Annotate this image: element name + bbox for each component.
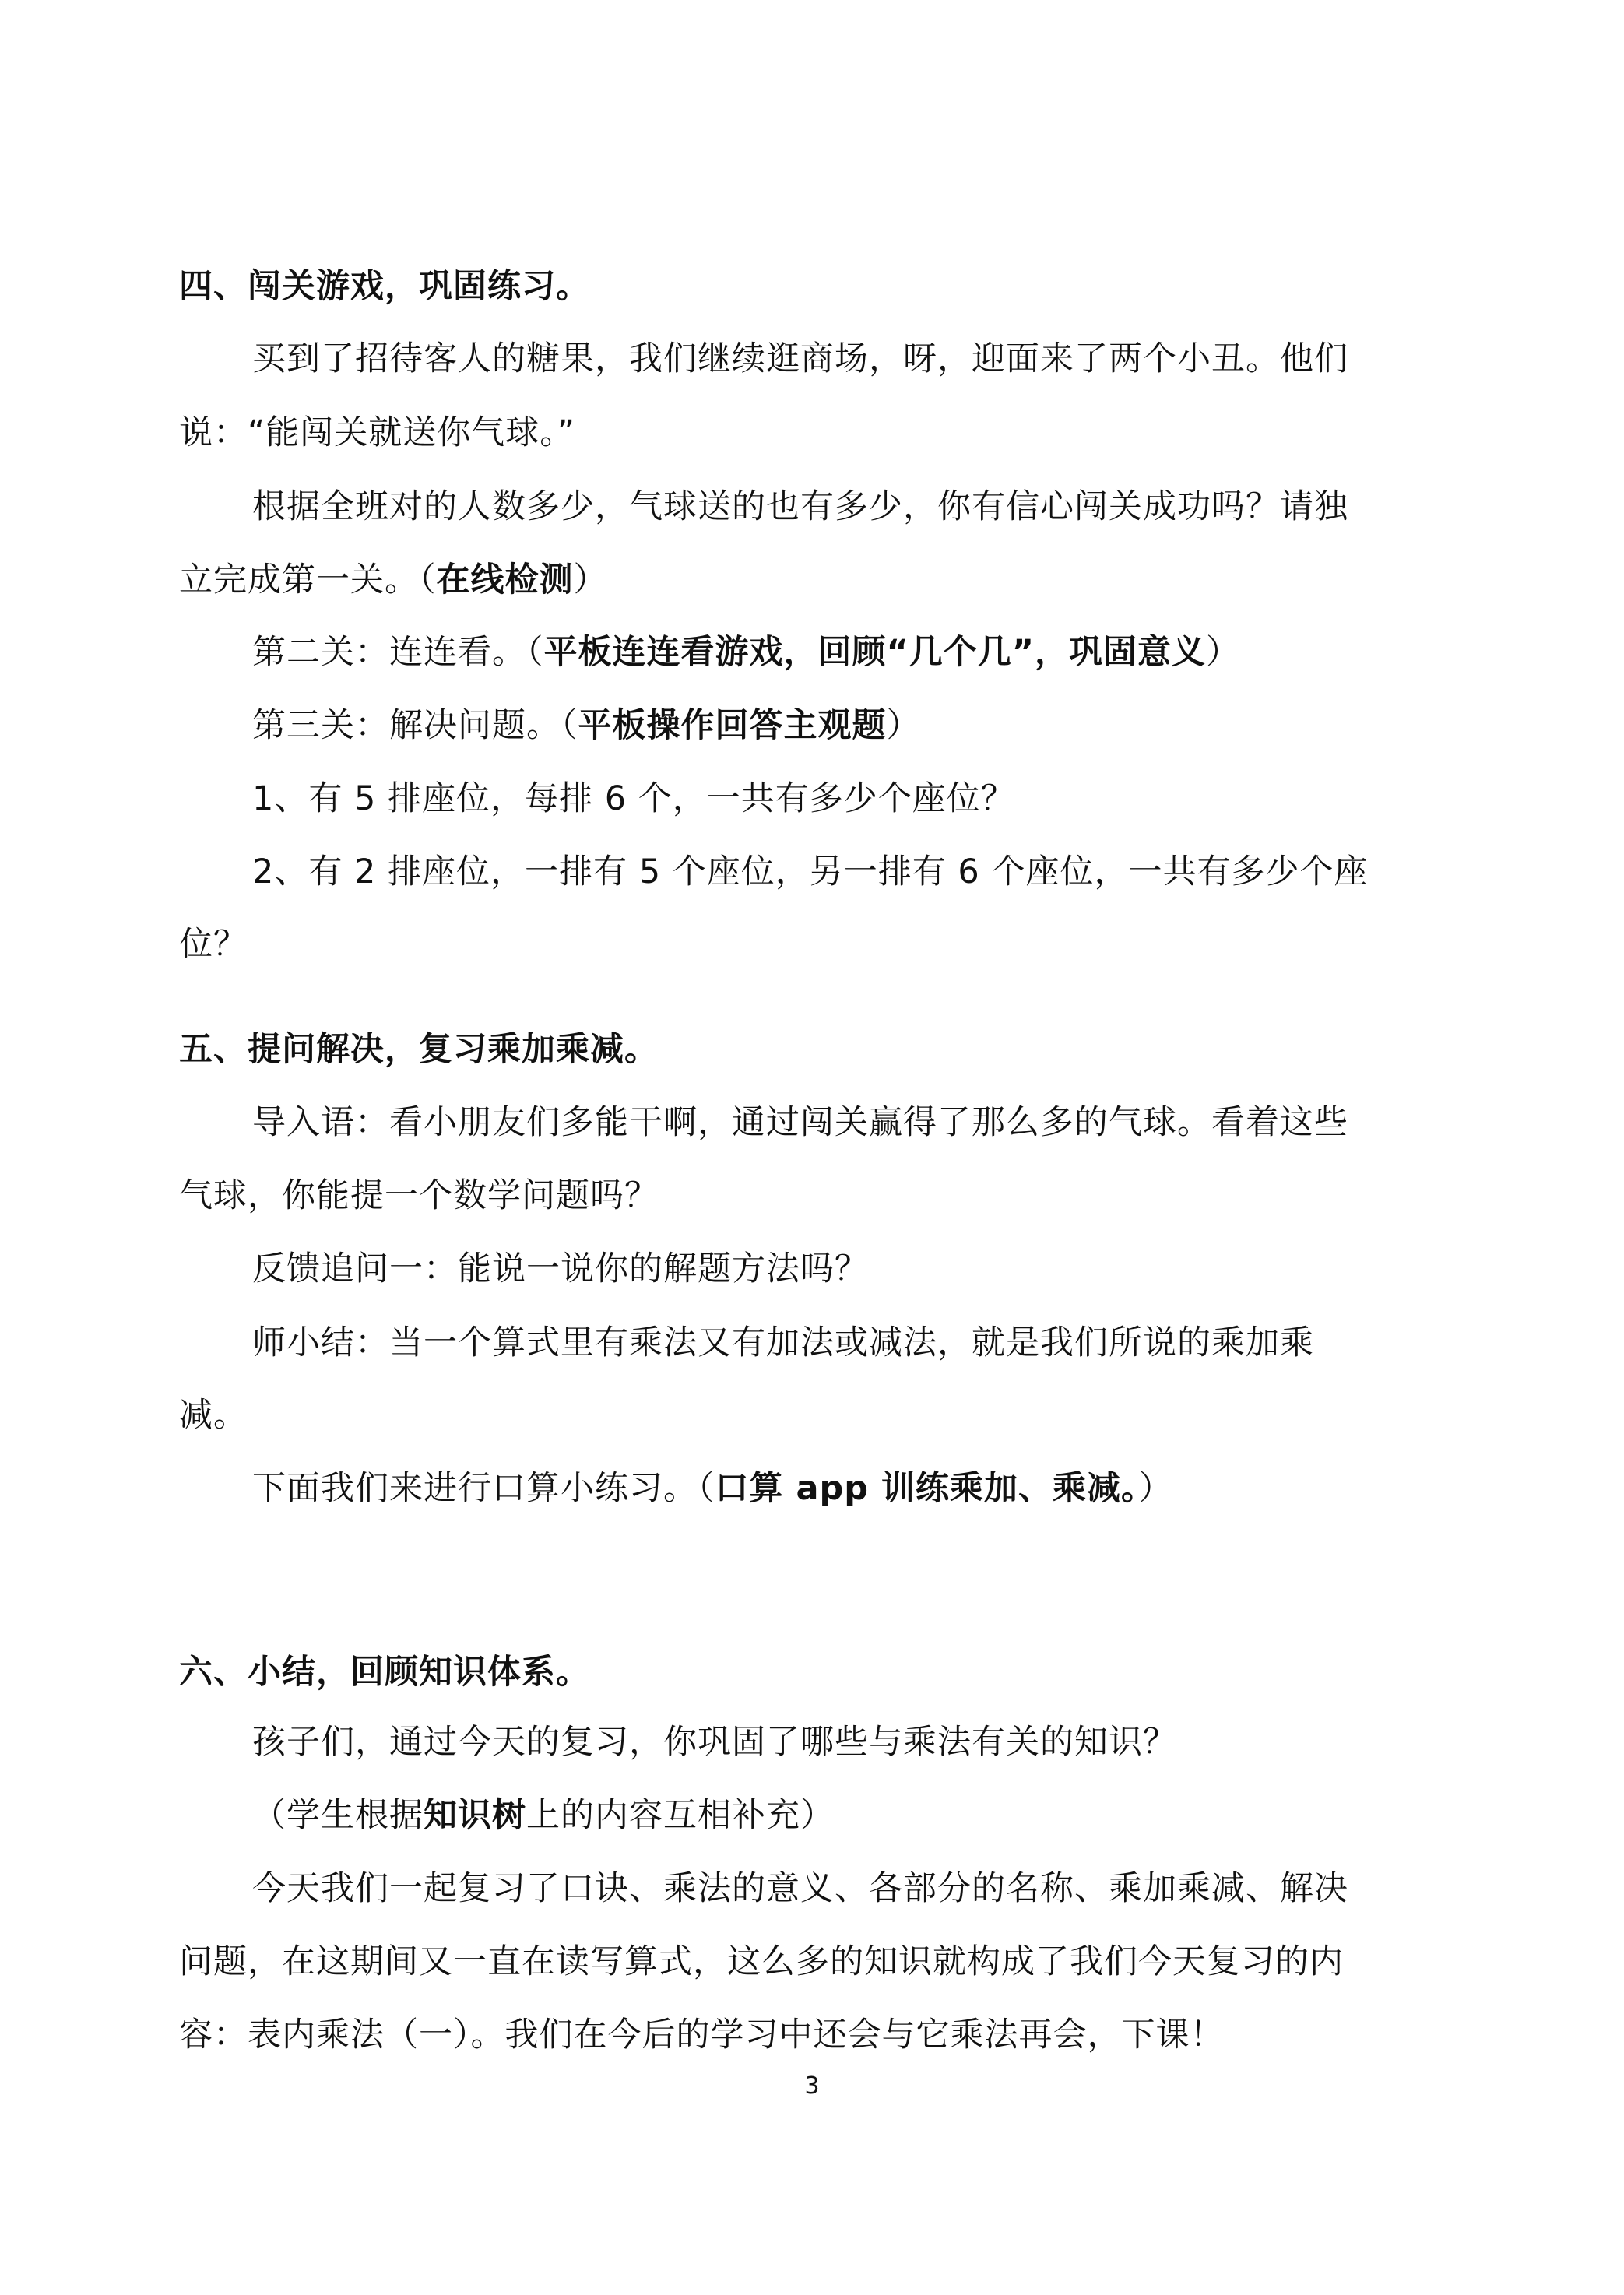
text-segment: ） [1206,633,1241,672]
section-6-paragraph-3-line-3: 容：表内乘法（一）。我们在今后的学习中还会与它乘法再会，下课！ [179,2016,1225,2054]
section-5-paragraph-2: 反馈追问一：能说一说你的解题方法吗？ [252,1249,869,1288]
section-5-paragraph-1-line-2: 气球，你能提一个数学问题吗？ [179,1176,659,1215]
section-6-paragraph-3-line-1: 今天我们一起复习了口诀、乘法的意义、各部分的名称、乘加乘减、解决 [252,1869,1348,1908]
section-6-heading: 六、小结，回顾知识体系。 [179,1653,590,1692]
section-4-paragraph-1-line-2: 说：“能闯关就送你气球。” [179,413,576,452]
text-segment: ） [886,706,921,745]
section-5-paragraph-3-line-1: 师小结：当一个算式里有乘法又有加法或减法，就是我们所说的乘加乘 [252,1323,1314,1362]
section-4-level-3 [252,702,921,749]
section-5-paragraph-4 [252,1465,1173,1512]
bold-text-segment: 平板操作回答主观题 [578,706,887,745]
section-5-paragraph-1-line-1: 导入语：看小朋友们多能干啊，通过闯关赢得了那么多的气球。看着这些 [252,1103,1348,1142]
text-segment: ） [1138,1469,1173,1508]
section-5-paragraph-3-line-2: 减。 [179,1396,248,1435]
section-5-heading: 五、提问解决，复习乘加乘减。 [179,1030,659,1069]
section-4-paragraph-1-line-1: 买到了招待客人的糖果，我们继续逛商场，呀，迎面来了两个小丑。他们 [252,339,1348,378]
bold-text-segment: 知识树 [424,1796,526,1835]
text-segment: 第二关：连连看。（ [252,633,544,672]
section-6-paragraph-3-line-2: 问题，在这期间又一直在读写算式，这么多的知识就构成了我们今天复习的内 [179,1942,1344,1981]
bold-text-segment: 平板连连看游戏，回顾“几个几”，巩固意义 [543,633,1207,672]
text-segment: （学生根据 [252,1796,424,1835]
section-6-paragraph-2 [252,1792,835,1839]
text-segment: 第三关：解决问题。（ [252,706,578,745]
section-4-level-2 [252,629,1240,676]
section-4-heading: 四、闯关游戏，巩固练习。 [179,267,590,306]
text-segment: 立完成第一关。（ [179,561,437,599]
section-4-paragraph-2-line-2 [179,557,608,603]
bold-text-segment: 口算 app 训练乘加、乘减。 [715,1469,1139,1508]
question-2-line-1: 2、有 2 排座位，一排有 5 个座位，另一排有 6 个座位，一共有多少个座 [252,852,1369,891]
text-segment: 上的内容互相补充） [526,1796,835,1835]
section-6-paragraph-1: 孩子们，通过今天的复习，你巩固了哪些与乘法有关的知识？ [252,1723,1177,1762]
question-1: 1、有 5 排座位，每排 6 个，一共有多少个座位？ [252,779,1015,818]
text-segment: 下面我们来进行口算小练习。（ [252,1469,715,1508]
text-segment: ） [573,561,608,599]
page-number: 3 [804,2072,820,2100]
bold-text-segment: 在线检测 [436,561,574,599]
question-2-line-2: 位？ [179,925,248,964]
section-4-paragraph-2-line-1: 根据全班对的人数多少，气球送的也有多少，你有信心闯关成功吗？请独 [252,487,1348,526]
